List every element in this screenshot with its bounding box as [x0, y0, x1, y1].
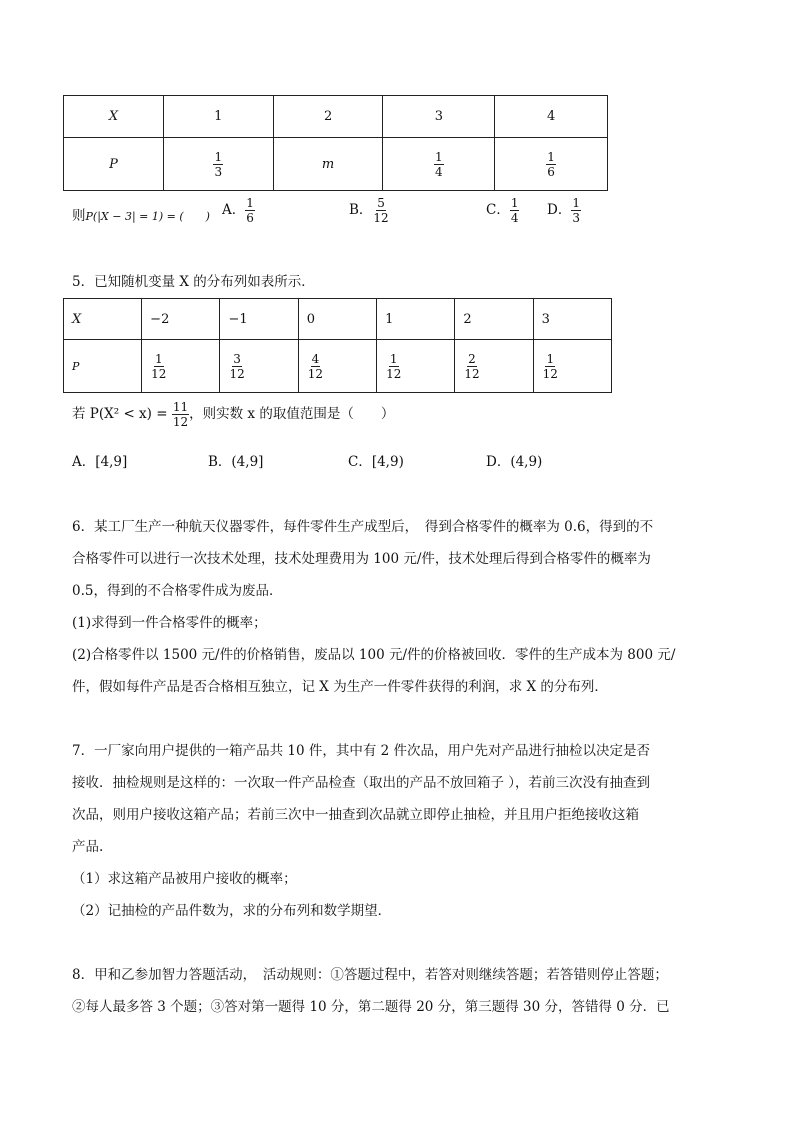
fraction [510, 196, 520, 225]
q4-stem-prefix: 则 [72, 208, 86, 224]
q5-option-a[interactable]: A．[4,9] [72, 454, 128, 470]
numerator: 1 [547, 149, 555, 164]
q7-line: （1）求这箱产品被用户接收的概率； [72, 871, 297, 887]
denominator: 12 [151, 366, 167, 381]
table-header-cell: 4 [495, 96, 608, 138]
fraction [571, 196, 581, 225]
denominator: 12 [542, 366, 558, 381]
table-cell [383, 138, 495, 191]
q6-line: 合格零件可以进行一次技术处理，技术处理费用为 100 元/件，技术处理后得到合格零件的概率为 [72, 551, 651, 567]
denominator: 12 [229, 366, 245, 381]
fraction [150, 352, 167, 381]
numerator: 3 [233, 351, 241, 366]
denominator: 4 [510, 211, 519, 225]
table-header-cell: 1 [163, 96, 273, 138]
numerator: 1 [389, 351, 398, 366]
table-header-cell: X [64, 96, 164, 138]
table-cell [495, 138, 608, 191]
table-row [64, 299, 612, 340]
table-cell [142, 340, 220, 393]
fraction [546, 150, 556, 179]
numerator: 1 [510, 196, 519, 210]
denominator: 4 [435, 164, 443, 179]
q7-line: 接收．抽检规则是这样的：一次取一件产品检查（取出的产品不放回箱子 ），若前三次没有抽查到 [72, 775, 651, 791]
q7-line: 产品. [72, 839, 104, 855]
table-prob-label: P [64, 138, 164, 191]
q6-line: 6．某工厂生产一种航天仪器零件，每件零件生产成型后， 得到合格零件的概率为 0.6，得到的不 [72, 519, 654, 535]
table-header-cell: −2 [142, 299, 220, 340]
table-header-cell: 2 [273, 96, 383, 138]
q6-line: 0.5，得到的不合格零件成为废品． [72, 583, 283, 599]
q6-line: 件，假如每件产品是否合格相互独立，记 X 为生产一件零件获得的利润，求 X 的分布列． [72, 679, 608, 695]
numerator: 1 [435, 149, 443, 164]
denominator: 12 [386, 366, 402, 381]
fraction [213, 150, 223, 179]
denominator: 12 [464, 366, 480, 381]
q7-line: 次品，则用户接收这箱产品；若前三次中一抽查到次品就立即停止抽检，并且用户拒绝接收这箱 [72, 807, 639, 823]
table-row [64, 340, 612, 393]
table-row [64, 138, 608, 191]
option-label: D． [547, 202, 572, 218]
denominator: 3 [572, 211, 580, 225]
q7-line: （2）记抽检的产品件数为，求的分布列和数学期望． [72, 903, 392, 919]
q6-line: (1)求得到一件合格零件的概率； [72, 615, 267, 631]
q7-line: 7．一厂家向用户提供的一箱产品共 10 件，其中有 2 件次品，用户先对产品进行抽检以决定是否 [72, 743, 651, 759]
table-cell [298, 340, 376, 393]
numerator: 2 [468, 351, 476, 366]
option-label: C． [486, 202, 510, 218]
table-header-cell: 3 [533, 299, 611, 340]
q4-option-b[interactable] [349, 196, 390, 225]
q4-stem-formula: P(|X − 3| = 1) = ( ) [85, 210, 210, 223]
q4-stem [72, 204, 210, 224]
table-header-cell: X [64, 299, 142, 340]
table-cell [377, 340, 455, 393]
q5-stem: 5．已知随机变量 X 的分布列如表所示． [72, 274, 315, 290]
q5-option-b[interactable]: B．(4,9] [208, 454, 264, 470]
q5-condition [72, 400, 394, 429]
fraction [228, 352, 245, 381]
q5-condition-suffix: ，则实数 x 的取值范围是（ ） [189, 406, 395, 422]
fraction [245, 196, 255, 225]
numerator: 1 [154, 351, 163, 366]
q5-condition-prefix: 若 P(X² < x) = [72, 406, 168, 422]
fraction [434, 150, 444, 179]
q4-option-d[interactable] [547, 196, 581, 225]
table-cell [455, 340, 533, 393]
table-header-cell: 0 [298, 299, 376, 340]
distribution-table-1 [63, 95, 608, 191]
table-cell: m [273, 138, 383, 191]
q5-option-d[interactable]: D．(4,9) [486, 454, 543, 470]
fraction [385, 352, 402, 381]
numerator: 11 [172, 400, 189, 414]
table-header-cell: 3 [383, 96, 495, 138]
q6-line: (2)合格零件以 1500 元/件的价格销售，废品以 100 元/件的价格被回收．零件的生产成本为 800 元/ [72, 647, 676, 663]
numerator: 1 [214, 149, 223, 164]
numerator: 5 [377, 196, 385, 210]
distribution-table-2 [63, 298, 612, 393]
numerator: 1 [572, 196, 580, 210]
fraction [542, 352, 559, 381]
table-cell [533, 340, 611, 393]
denominator: 6 [246, 211, 254, 225]
numerator: 1 [546, 351, 555, 366]
q8-line: ②每人最多答 3 个题；③答对第一题得 10 分，第二题得 20 分，第三题得 30 分，答错得 0 分．已 [72, 999, 670, 1015]
denominator: 6 [547, 164, 555, 179]
fraction [172, 400, 189, 429]
table-cell [220, 340, 298, 393]
fraction [463, 352, 480, 381]
q4-option-a[interactable] [222, 196, 255, 225]
q4-option-c[interactable] [486, 196, 519, 225]
table-header-cell: 1 [377, 299, 455, 340]
table-header-cell: −1 [220, 299, 298, 340]
denominator: 12 [307, 366, 324, 381]
denominator: 3 [214, 164, 223, 179]
table-cell [163, 138, 273, 191]
denominator: 12 [172, 415, 189, 429]
denominator: 12 [373, 211, 389, 225]
table-header-cell: 2 [455, 299, 533, 340]
table-prob-label: P [64, 340, 142, 393]
q5-option-c[interactable]: C．[4,9) [348, 454, 404, 470]
fraction [372, 196, 389, 225]
numerator: 1 [246, 196, 254, 210]
numerator: 4 [311, 351, 320, 366]
fraction [307, 352, 324, 381]
table-row [64, 96, 608, 138]
option-label: A． [222, 202, 246, 218]
option-label: B． [349, 202, 373, 218]
q8-line: 8．甲和乙参加智力答题活动， 活动规则：①答题过程中，若答对则继续答题；若答错则停止答题； [72, 967, 668, 983]
